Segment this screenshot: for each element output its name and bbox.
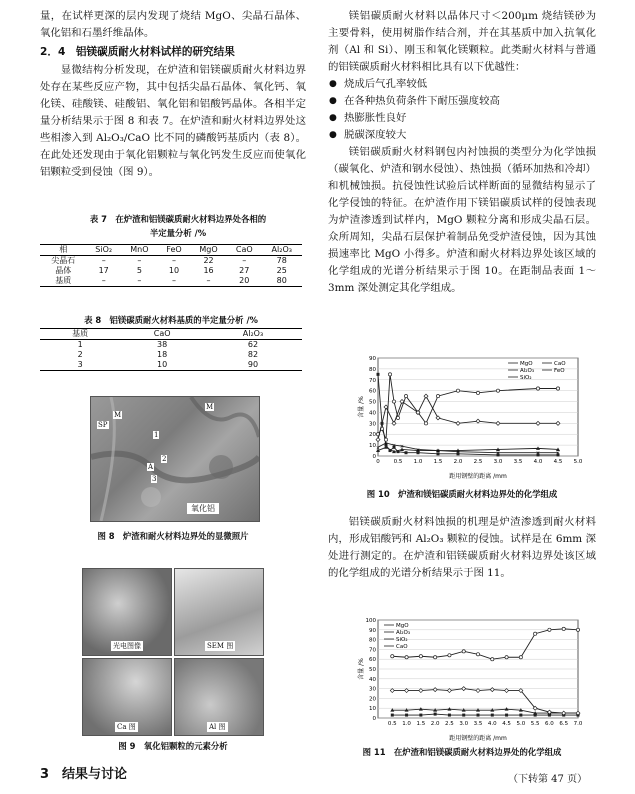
data-point: [392, 400, 395, 403]
table8-header: CaO: [153, 329, 171, 338]
y-tick-label: 30: [369, 421, 376, 428]
data-point: [477, 714, 480, 717]
table-cell: 62: [247, 340, 259, 349]
x-tick-label: 5.5: [530, 721, 540, 727]
table-cell: 22: [203, 256, 214, 265]
x-tick-label: 2.0: [430, 721, 440, 727]
series-line: [378, 374, 558, 439]
x-tick-label: 4.5: [502, 721, 511, 727]
table-cell: 1: [77, 340, 83, 349]
data-point: [491, 714, 494, 717]
table-cell: 20: [239, 276, 250, 285]
fig9-panel-label: 光电图像: [113, 642, 141, 650]
y-tick-label: 70: [369, 647, 376, 654]
data-point: [519, 656, 522, 659]
x-tick-label: 4.5: [553, 459, 563, 465]
table-cell: 2: [77, 350, 83, 359]
table-cell: –: [171, 276, 176, 285]
table-cell: 3: [77, 360, 83, 369]
x-tick-label: 3.5: [513, 459, 523, 465]
table7-header: FeO: [166, 245, 182, 254]
y-tick-label: 40: [369, 676, 376, 683]
y-tick-label: 50: [369, 667, 376, 673]
x-tick-label: 4.0: [533, 459, 543, 465]
data-point: [496, 389, 499, 392]
table-cell: 基质: [55, 276, 72, 285]
fig8-label-2: 2: [162, 455, 167, 463]
fig8-label-a: A: [148, 463, 154, 471]
data-point: [436, 395, 439, 398]
data-point: [476, 419, 480, 423]
table-cell: 17: [98, 266, 109, 275]
fig11-caption: 图 11 在炉渣和铝镁碳质耐火材料边界处的化学组成: [362, 747, 562, 757]
data-point: [448, 654, 451, 657]
y-tick-label: 20: [369, 432, 376, 439]
x-tick-label: 2.0: [453, 459, 463, 465]
data-point: [433, 688, 437, 692]
series-line: [375, 445, 558, 454]
y-tick-label: 10: [369, 706, 376, 713]
legend-label: CaO: [396, 644, 408, 650]
series-line: [375, 374, 561, 457]
fig9-panel-optical: [82, 568, 172, 656]
table8-title: 表 8 铝镁碳质耐火材料基质的半定量分析 /%: [84, 315, 258, 325]
x-tick-label: 3.0: [493, 459, 503, 465]
left-paragraph: 显微结构分析发现，在炉渣和铝镁碳质耐火材料边界处存在某些反应产物，其中包括尖晶石晶体、氧化钙、氧化镁、硅酸镁、硅酸铝、氧化铝和铝酸钙晶体。各相半定量分析结果示于图 8 和表 7。在炉渣和耐火材料边界处这些相渗入到 Al₂O₃/CaO 比不同的磷酸钙基质内（表 8）。在此处还发现由于氧化铝颗粒与氧化钙发生反应而使氧化铝颗粒受到侵蚀（图 9）。: [40, 64, 306, 178]
table8-header: 基质: [72, 329, 89, 338]
data-point: [424, 394, 428, 398]
table-cell: 5: [136, 266, 142, 275]
table7: [40, 244, 302, 287]
data-point: [405, 714, 408, 717]
y-tick-label: 0: [372, 716, 376, 722]
table-cell: –: [242, 256, 247, 265]
table8-header: Al₂O₃: [242, 329, 264, 338]
data-point: [536, 421, 540, 425]
data-point: [388, 373, 391, 376]
table-row: [40, 340, 302, 351]
y-tick-label: 60: [369, 657, 376, 664]
table-cell: 78: [276, 256, 287, 265]
fig9-caption: 图 9 氧化铝颗粒的元素分析: [118, 741, 228, 751]
data-point: [536, 387, 539, 390]
table-cell: 38: [157, 340, 168, 349]
data-point: [496, 421, 500, 425]
data-point: ×: [455, 449, 461, 456]
data-point: ×: [415, 447, 421, 454]
x-tick-label: 0.5: [393, 459, 403, 465]
fig8-micrograph: [90, 396, 260, 522]
data-point: [462, 650, 465, 653]
table7-header: Al₂O₃: [271, 245, 292, 254]
table-cell: 25: [276, 266, 287, 275]
table-cell: 10: [168, 266, 180, 275]
y-tick-label: 100: [365, 618, 376, 624]
table-cell: 晶体: [55, 266, 72, 275]
data-point: [419, 714, 422, 717]
fig8-caption: 图 8 炉渣和耐火材料边界处的显微照片: [97, 531, 249, 541]
data-point: [505, 714, 508, 717]
fig10-chart: [356, 352, 586, 482]
y-tick-label: 30: [369, 686, 376, 693]
data-point: [447, 689, 451, 693]
legend-label: Al₂O₃: [396, 630, 411, 636]
x-axis-label: 距用钢壁的距离 /mm: [449, 473, 507, 480]
table-row: [40, 350, 302, 360]
fig9-panel-label: Ca 图: [117, 723, 136, 731]
data-point: [376, 438, 380, 442]
table-cell: –: [137, 256, 142, 265]
continued-note: （下转第 47 页）: [508, 774, 588, 785]
table-cell: 80: [276, 276, 287, 285]
data-point: ×: [555, 450, 561, 457]
table8: [40, 328, 302, 371]
y-axis-label: 含量 /%: [358, 396, 365, 418]
data-point: [462, 687, 466, 691]
table7-header: MnO: [130, 245, 149, 254]
fig8-label-sp: SP: [98, 421, 108, 429]
section-3-title: 3 结果与讨论: [40, 767, 128, 782]
data-point: ×: [535, 450, 541, 457]
x-tick-label: 2.5: [445, 721, 454, 727]
fig9-panel-al: [174, 658, 264, 736]
data-point: [405, 689, 409, 693]
data-point: [405, 656, 408, 659]
table7-header: CaO: [235, 245, 253, 254]
fig8-label-m1: M: [114, 411, 122, 419]
data-point: [434, 713, 437, 716]
fig10-caption: 图 10 炉渣和镁铝碳质耐火材料边界处的化学组成: [366, 489, 558, 499]
fig8-label-3: 3: [152, 475, 157, 483]
data-point: [505, 656, 508, 659]
fig9-panel-sem: [174, 568, 264, 656]
bullet-item: ● 烧成后气孔率较低: [328, 76, 596, 93]
y-tick-label: 90: [369, 356, 376, 362]
table-row: [40, 360, 302, 371]
data-point: [391, 714, 394, 717]
data-point: [436, 416, 440, 420]
x-tick-label: 5.0: [516, 721, 526, 727]
y-tick-label: 10: [369, 443, 376, 450]
data-point: [434, 656, 437, 659]
x-tick-label: 3.0: [459, 721, 469, 727]
table-cell: 27: [239, 266, 250, 275]
y-tick-label: 80: [369, 366, 376, 373]
plot-frame: [375, 358, 578, 456]
x-tick-label: 5.0: [573, 459, 583, 465]
legend-label: SiO₂: [520, 375, 532, 381]
x-tick-label: 2.5: [473, 459, 483, 465]
data-point: [419, 655, 422, 658]
legend-label: CaO: [554, 361, 566, 367]
y-tick-label: 0: [372, 454, 376, 460]
data-point: [462, 714, 465, 717]
table-row: [40, 256, 302, 267]
data-point: [556, 421, 560, 425]
series-line: [378, 396, 558, 440]
data-point: [491, 658, 494, 661]
x-tick-label: 6.5: [559, 721, 569, 727]
x-tick-label: 4.0: [487, 721, 497, 727]
table-cell: –: [101, 256, 106, 265]
x-tick-label: 6.0: [545, 721, 554, 727]
x-tick-label: 0.5: [387, 721, 397, 727]
table-cell: 尖晶石: [51, 256, 76, 265]
table-cell: 82: [247, 350, 259, 359]
fig11-chart: [356, 614, 586, 744]
data-point: [419, 689, 423, 693]
data-point: ×: [391, 443, 397, 450]
x-tick-label: 7.0: [573, 721, 583, 727]
data-point: [448, 714, 451, 717]
fig9-panel-label: Al 图: [209, 723, 226, 731]
y-axis-label: 含量 /%: [358, 658, 365, 680]
data-point: [556, 387, 559, 390]
table7-title: 表 7 在炉渣和铝镁碳质耐火材料边界处各相的半定量分析 /%: [89, 214, 267, 238]
bullet-item: ● 在各种热负荷条件下耐压强度较高: [328, 93, 596, 110]
x-tick-label: 1.0: [402, 721, 411, 727]
data-point: [390, 689, 394, 693]
data-point: ×: [495, 450, 501, 457]
y-tick-label: 50: [369, 399, 376, 406]
data-point: [476, 689, 480, 693]
data-point: ×: [399, 444, 405, 451]
data-point: [404, 395, 407, 398]
y-tick-label: 90: [369, 627, 376, 634]
fig8-inset-label: 氧化铝: [187, 503, 219, 514]
fig8-label-1: 1: [154, 431, 159, 439]
x-tick-label: 1.5: [433, 459, 443, 465]
fig9-panel-ca: [82, 658, 172, 736]
legend-label: MgO: [396, 623, 409, 629]
fig8-label-m2: M: [206, 403, 214, 411]
data-point: [548, 628, 551, 631]
data-point: [384, 405, 388, 409]
section-2-4-title: 2．4 铝镁碳质耐火材料试样的研究结果: [40, 46, 235, 58]
data-point: [519, 714, 522, 717]
fig9-panel-label: SEM 图: [207, 642, 234, 650]
y-tick-label: 70: [369, 377, 376, 384]
x-tick-label: 3.5: [473, 721, 483, 727]
right-paragraph-1: 镁铝碳质耐火材料以晶体尺寸＜200μm 烧结镁砂为主要骨料，使用树脂作结合剂，并在其基质中加入抗氧化剂（Al 和 Si）、刚玉和氧化镁颗粒。此类耐火材料与普通的铝镁碳质耐火材料相比具有以下优越性： ● 烧成后气孔率较低 ● 在各种热负荷条件下耐压强度较高 ● 热膨胀性良好 ● 脱碳深度较大 镁铝碳质耐火材料钢包内衬蚀损的类型分为化学蚀损（碳氧化、炉渣和钢水侵蚀）、热蚀损（循环加热和冷却）和机械蚀损。抗侵蚀性试验后试样断面的显微结构显示了化学侵蚀的特征。在炉渣作用下镁铝碳质试样的侵蚀表现为炉渣渗透到试样内，MgO 颗粒分离和形成尖晶石层。众所周知，尖晶石层保护着制品免受炉渣侵蚀，因为其蚀损速率比 MgO 小得多。炉渣和耐火材料边界处该区域的化学组成的光谱分析结果示于图 10。在距制品表面 1～3mm 深处测定其化学组成。: [328, 8, 596, 297]
bullet-item: ● 脱碳深度较大: [328, 127, 596, 144]
legend-label: SiO₂: [396, 637, 408, 643]
data-point: [562, 627, 565, 630]
data-point: [476, 653, 479, 656]
data-point: [476, 391, 479, 394]
table-cell: 18: [157, 350, 168, 359]
data-point: ×: [435, 448, 441, 455]
data-point: [576, 628, 579, 631]
x-tick-label: 1.5: [416, 721, 426, 727]
table8-header-row: [40, 329, 302, 340]
table7-header-row: [40, 245, 302, 256]
legend-label: MgO: [520, 361, 533, 367]
y-tick-label: 20: [369, 696, 376, 703]
data-point: ×: [375, 445, 381, 452]
data-point: ×: [383, 440, 389, 447]
y-tick-label: 40: [369, 410, 376, 417]
bullet-item: ● 热膨胀性良好: [328, 110, 596, 127]
y-tick-label: 60: [369, 388, 376, 395]
data-point: [456, 421, 460, 425]
table7-header: MgO: [199, 245, 218, 254]
data-point: [505, 689, 509, 693]
legend-label: Al₂O₃: [520, 368, 535, 374]
legend-label: FeO: [554, 368, 565, 374]
table-cell: 10: [157, 360, 168, 369]
data-point: [490, 688, 494, 692]
right-paragraph-3: 铝镁碳质耐火材料蚀损的机理是炉渣渗透到耐火材料内，形成铝酸钙和 Al₂O₃ 颗粒的侵蚀。试样是在 6mm 深处进行测定的。在炉渣和铝镁碳质耐火材料边界处该区域的化学组成的光谱分析结果示于图 11。: [328, 516, 596, 579]
data-point: [405, 451, 408, 454]
data-point: [392, 421, 396, 425]
data-point: [391, 655, 394, 658]
y-tick-label: 80: [369, 637, 376, 644]
table-cell: 90: [247, 360, 259, 369]
table-cell: –: [171, 256, 176, 265]
table7-header: SiO₂: [95, 245, 113, 254]
left-intro: 量，在试样更深的层内发现了烧结 MgO、尖晶石晶体、氧化铝和石墨纤维晶体。: [40, 10, 306, 39]
table-cell: 16: [203, 266, 214, 275]
data-point: [456, 389, 459, 392]
x-tick-label: 0: [376, 459, 380, 465]
data-point: [377, 373, 380, 376]
table-cell: –: [206, 276, 211, 285]
table-cell: –: [137, 276, 142, 285]
x-axis-label: 距用钢壁的距离 /mm: [449, 735, 507, 742]
table-row: [40, 266, 302, 276]
table-cell: –: [101, 276, 106, 285]
table-row: [40, 276, 302, 287]
data-point: [534, 632, 537, 635]
x-tick-label: 1.0: [413, 459, 423, 465]
table7-header: 相: [59, 245, 68, 254]
data-point: [424, 422, 427, 425]
